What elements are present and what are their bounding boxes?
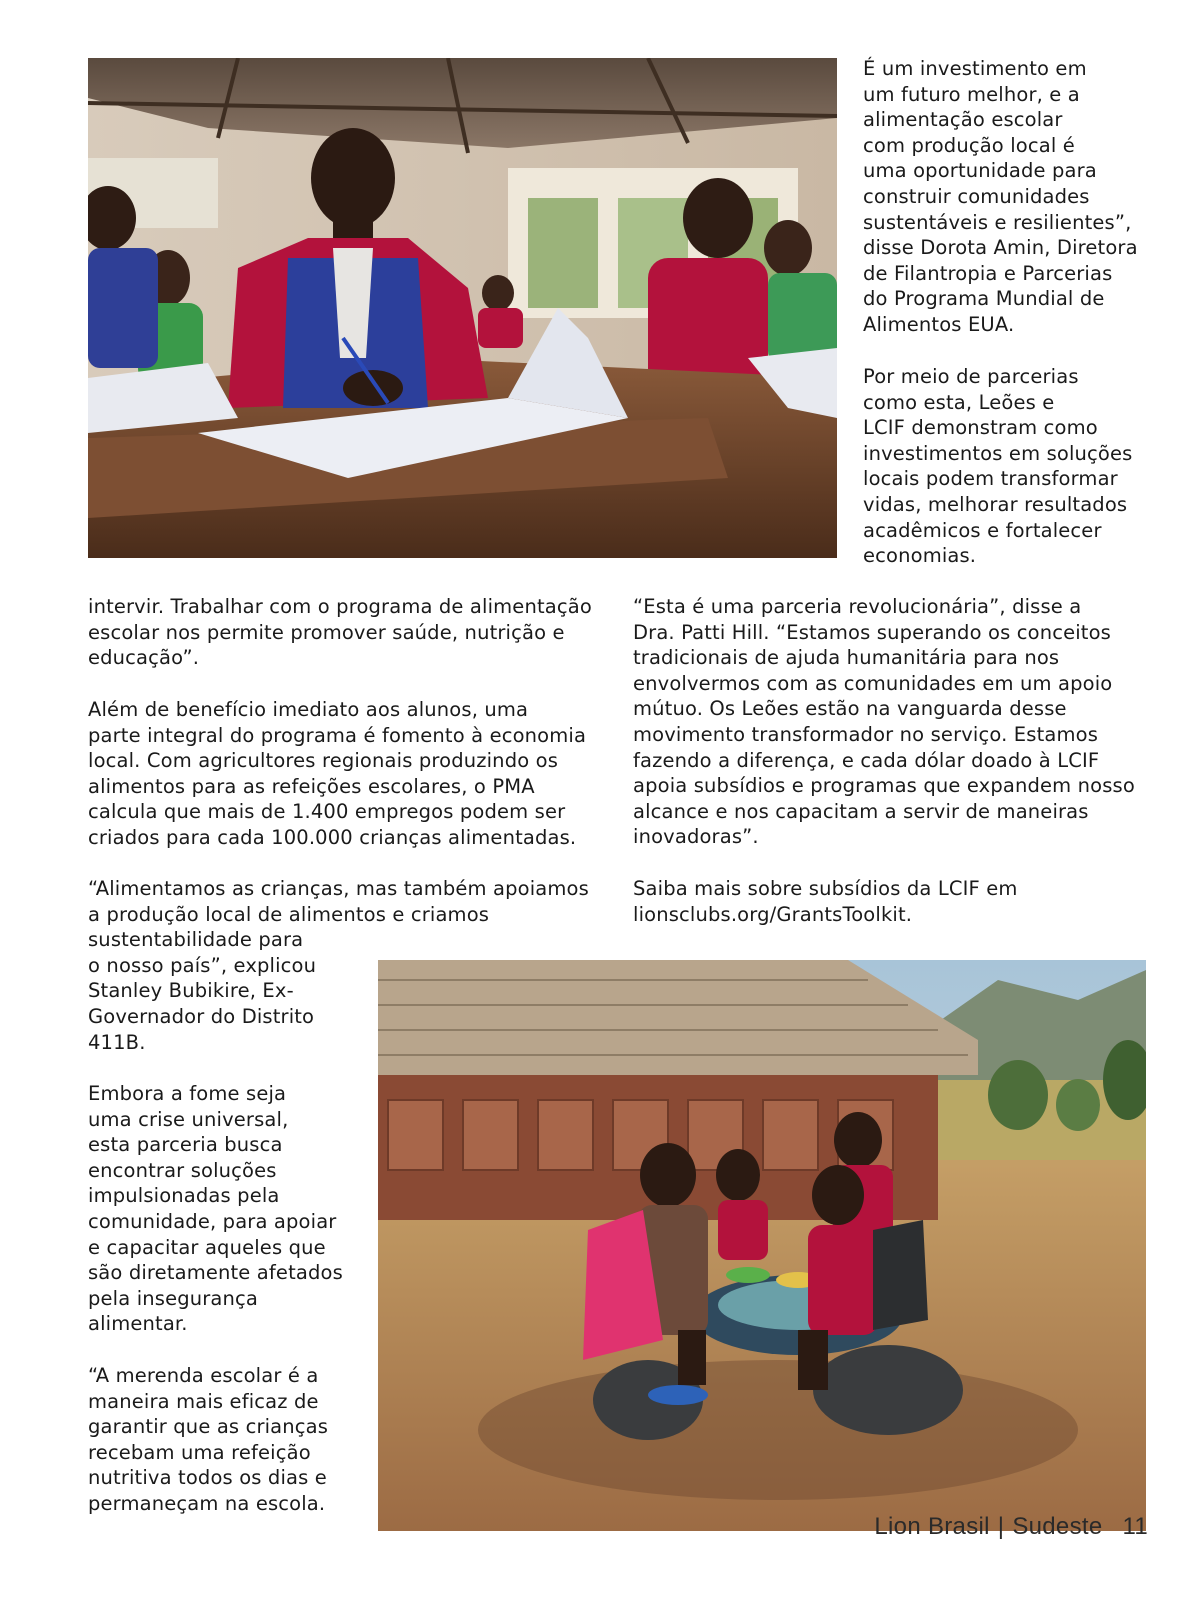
quote-end-paragraph: É um investimento em um futuro melhor, e a alimentação escolar com produção local é uma oportunidade para construir comunidades sustentáveis e resilientes”, disse Dorota Amin, Diretora de Filantropia e Parcerias do Programa Mundial de Alimentos EUA. [863, 57, 1138, 336]
children-eating-photo [378, 960, 1146, 1531]
partnerships-paragraph: Por meio de parcerias como esta, Leões e LCIF demonstram como investimentos em soluções locais podem transformar vidas, melhorar resultados acadêmicos e fortalecer economias. [863, 365, 1133, 568]
publication-name: Lion Brasil [874, 1513, 990, 1540]
alimentamos-paragraph: “Alimentamos as crianças, mas também apoiamos a produção local de alimentos e criamos sustentabilidade para o nosso país”, explicou Stanley Bubikire, Ex- Governador do Distrito 411B. [88, 877, 589, 1054]
classroom-photo [88, 58, 837, 558]
page-number: 11 [1122, 1513, 1148, 1540]
intervir-paragraph: intervir. Trabalhar com o programa de alimentação escolar nos permite promover saúde, nutrição e educação”. [88, 595, 592, 670]
hill-quote-paragraph: “Esta é uma parceria revolucionária”, disse a Dra. Patti Hill. “Estamos superando os conceitos tradicionais de ajuda humanitária para nos envolvermos com as comunidades em um apoio mútuo. Os Leões estão na vanguarda desse movimento transformador no serviço. Estamos fazendo a diferença, e cada dólar doado à LCIF apoia subsídios e programas que expandem nosso alcance e nos capacitam a servir de maneiras inovadoras”. [633, 595, 1135, 849]
region-name: Sudeste [1012, 1513, 1103, 1540]
merenda-paragraph: “A merenda escolar é a maneira mais eficaz de garantir que as crianças recebam uma refeição nutritiva todos os dias e permaneçam na escola. [88, 1364, 329, 1515]
saiba-mais-paragraph: Saiba mais sobre subsídios da LCIF em lionsclubs.org/GrantsToolkit. [633, 877, 1018, 926]
fome-paragraph: Embora a fome seja uma crise universal, esta parceria busca encontrar soluções impulsionadas pela comunidade, para apoiar e capacitar aqueles que são diretamente afetados pela insegurança alimentar. [88, 1082, 343, 1336]
footer-separator: | [997, 1513, 1005, 1540]
beneficio-paragraph: Além de benefício imediato aos alunos, uma parte integral do programa é fomento à economia local. Com agricultores regionais produzindo os alimentos para as refeições escolares, o PMA calcula que mais de 1.400 empregos podem ser criados para cada 100.000 crianças alimentadas. [88, 698, 587, 849]
page-footer [874, 1513, 1148, 1541]
